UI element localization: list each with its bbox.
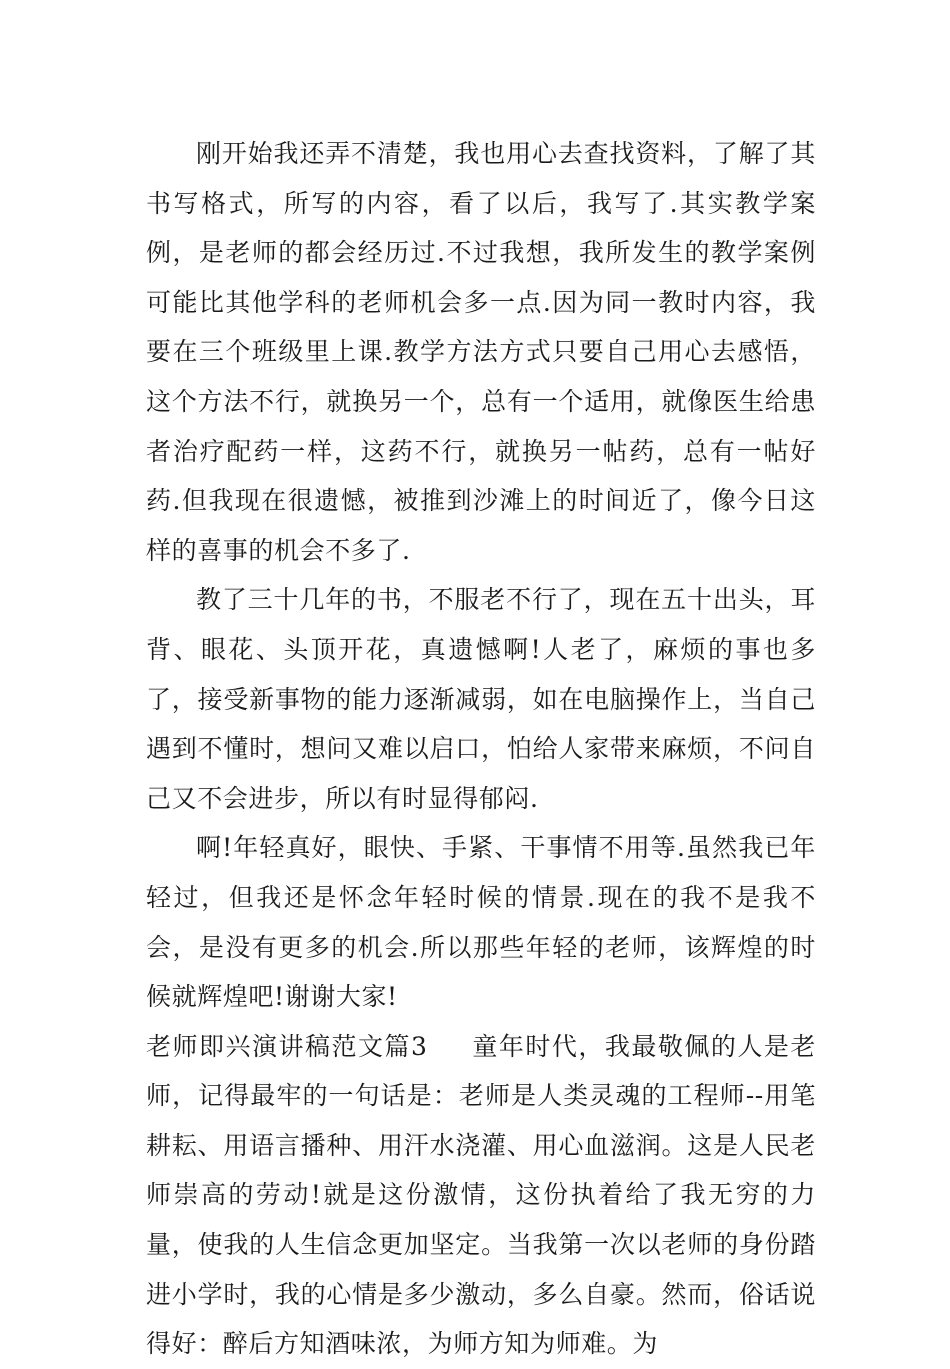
section-heading: 老师即兴演讲稿范文篇3 xyxy=(146,1031,428,1061)
paragraph-3: 啊!年轻真好，眼快、手紧、干事情不用等.虽然我已年轻过，但我还是怀念年轻时候的情景.现在的我不是我不会，是没有更多的机会.所以那些年轻的老师，该辉煌的时候就辉煌吧!谢谢大家! xyxy=(146,833,816,1012)
section-body: 童年时代，我最敬佩的人是老师，记得最牢的一句话是：老师是人类灵魂的工程师--用笔耕耘、用语言播种、用汗水浇灌、用心血滋润。这是人民老师崇高的劳动!就是这份激情，这份执着给了我无穷的力量，使我的人生信念更加坚定。当我第一次以老师的身份踏进小学时，我的心情是多少激动，多么自豪。然而，俗话说得好：醉后方知酒味浓，为师方知为师难。为 xyxy=(146,1031,816,1359)
paragraph-1: 刚开始我还弄不清楚，我也用心去查找资料，了解了其书写格式，所写的内容，看了以后，我写了.其实教学案例，是老师的都会经历过.不过我想，我所发生的教学案例可能比其他学科的老师机会多一点.因为同一教时内容，我要在三个班级里上课.教学方法方式只要自己用心去感悟，这个方法不行，就换另一个，总有一个适用，就像医生给患者治疗配药一样，这药不行，就换另一帖药，总有一帖好药.但我现在很遗憾，被推到沙滩上的时间近了，像今日这样的喜事的机会不多了. xyxy=(146,139,816,565)
document-body xyxy=(146,129,816,1369)
paragraph-2: 教了三十几年的书，不服老不行了，现在五十出头，耳背、眼花、头顶开花，真遗憾啊!人老了，麻烦的事也多了，接受新事物的能力逐渐减弱，如在电脑操作上，当自己遇到不懂时，想问又难以启口，怕给人家带来麻烦，不问自己又不会进步，所以有时显得郁闷. xyxy=(146,585,816,813)
section-paragraph xyxy=(146,1022,816,1369)
